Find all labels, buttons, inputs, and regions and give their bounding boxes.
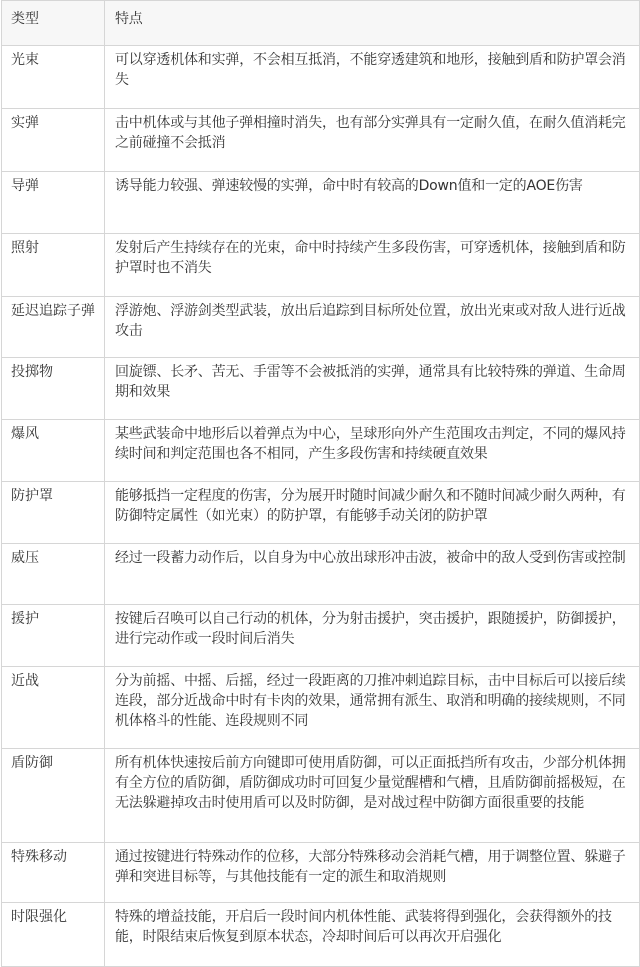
row-type: 援护 [2, 605, 105, 667]
row-type: 光束 [2, 46, 105, 109]
table-row [2, 358, 640, 420]
row-type: 照射 [2, 234, 105, 297]
row-feature: 可以穿透机体和实弹，不会相互抵消，不能穿透建筑和地形，接触到盾和防护罩会消失 [105, 46, 640, 109]
table-row [2, 843, 640, 903]
row-feature: 按键后召唤可以自己行动的机体，分为射击援护，突击援护，跟随援护，防御援护，进行完动作或一段时间后消失 [105, 605, 640, 667]
table-row [2, 482, 640, 544]
header-type: 类型 [2, 1, 105, 46]
row-feature: 所有机体快速按后前方向键即可使用盾防御，可以正面抵挡所有攻击，少部分机体拥有全方位的盾防御，盾防御成功时可回复少量觉醒槽和气槽，且盾防御前摇极短，在无法躲避掉攻击时使用盾可以及时防御，是对战过程中防御方面很重要的技能 [105, 749, 640, 843]
row-type: 防护罩 [2, 482, 105, 544]
row-feature: 发射后产生持续存在的光束，命中时持续产生多段伤害，可穿透机体，接触到盾和防护罩时也不消失 [105, 234, 640, 297]
table-row [2, 903, 640, 967]
row-feature: 特殊的增益技能，开启后一段时间内机体性能、武装将得到强化，会获得额外的技能，时限结束后恢复到原本状态，冷却时间后可以再次开启强化 [105, 903, 640, 967]
header-feature: 特点 [105, 1, 640, 46]
row-feature: 能够抵挡一定程度的伤害，分为展开时随时间减少耐久和不随时间减少耐久两种，有防御特定属性（如光束）的防护罩，有能够手动关闭的防护罩 [105, 482, 640, 544]
row-type: 实弹 [2, 109, 105, 172]
row-feature: 回旋镖、长矛、苦无、手雷等不会被抵消的实弹，通常具有比较特殊的弹道、生命周期和效果 [105, 358, 640, 420]
row-type: 时限强化 [2, 903, 105, 967]
table-row [2, 544, 640, 605]
table-row [2, 667, 640, 749]
row-feature: 分为前摇、中摇、后摇，经过一段距离的刀推冲刺追踪目标，击中目标后可以接后续连段，部分近战命中时有卡肉的效果，通常拥有派生、取消和明确的接续规则，不同机体格斗的性能、连段规则不同 [105, 667, 640, 749]
row-feature: 经过一段蓄力动作后，以自身为中心放出球形冲击波，被命中的敌人受到伤害或控制 [105, 544, 640, 605]
table-row [2, 605, 640, 667]
table-row [2, 234, 640, 297]
row-type: 近战 [2, 667, 105, 749]
table-row [2, 749, 640, 843]
table-header-row [2, 1, 640, 46]
row-feature: 浮游炮、浮游剑类型武装，放出后追踪到目标所处位置，放出光束或对敌人进行近战攻击 [105, 297, 640, 358]
row-feature: 诱导能力较强、弹速较慢的实弹，命中时有较高的Down值和一定的AOE伤害 [105, 172, 640, 234]
table-row [2, 172, 640, 234]
row-type: 特殊移动 [2, 843, 105, 903]
feature-table [1, 0, 640, 967]
table-row [2, 46, 640, 109]
row-feature: 某些武装命中地形后以着弹点为中心，呈球形向外产生范围攻击判定，不同的爆风持续时间和判定范围也各不相同，产生多段伤害和持续硬直效果 [105, 420, 640, 482]
row-feature: 通过按键进行特殊动作的位移，大部分特殊移动会消耗气槽，用于调整位置、躲避子弹和突进目标等，与其他技能有一定的派生和取消规则 [105, 843, 640, 903]
row-type: 导弹 [2, 172, 105, 234]
row-type: 威压 [2, 544, 105, 605]
table-row [2, 109, 640, 172]
row-feature: 击中机体或与其他子弹相撞时消失，也有部分实弹具有一定耐久值，在耐久值消耗完之前碰撞不会抵消 [105, 109, 640, 172]
row-type: 盾防御 [2, 749, 105, 843]
table-row [2, 420, 640, 482]
row-type: 爆风 [2, 420, 105, 482]
row-type: 投掷物 [2, 358, 105, 420]
row-type: 延迟追踪子弹 [2, 297, 105, 358]
table-row [2, 297, 640, 358]
